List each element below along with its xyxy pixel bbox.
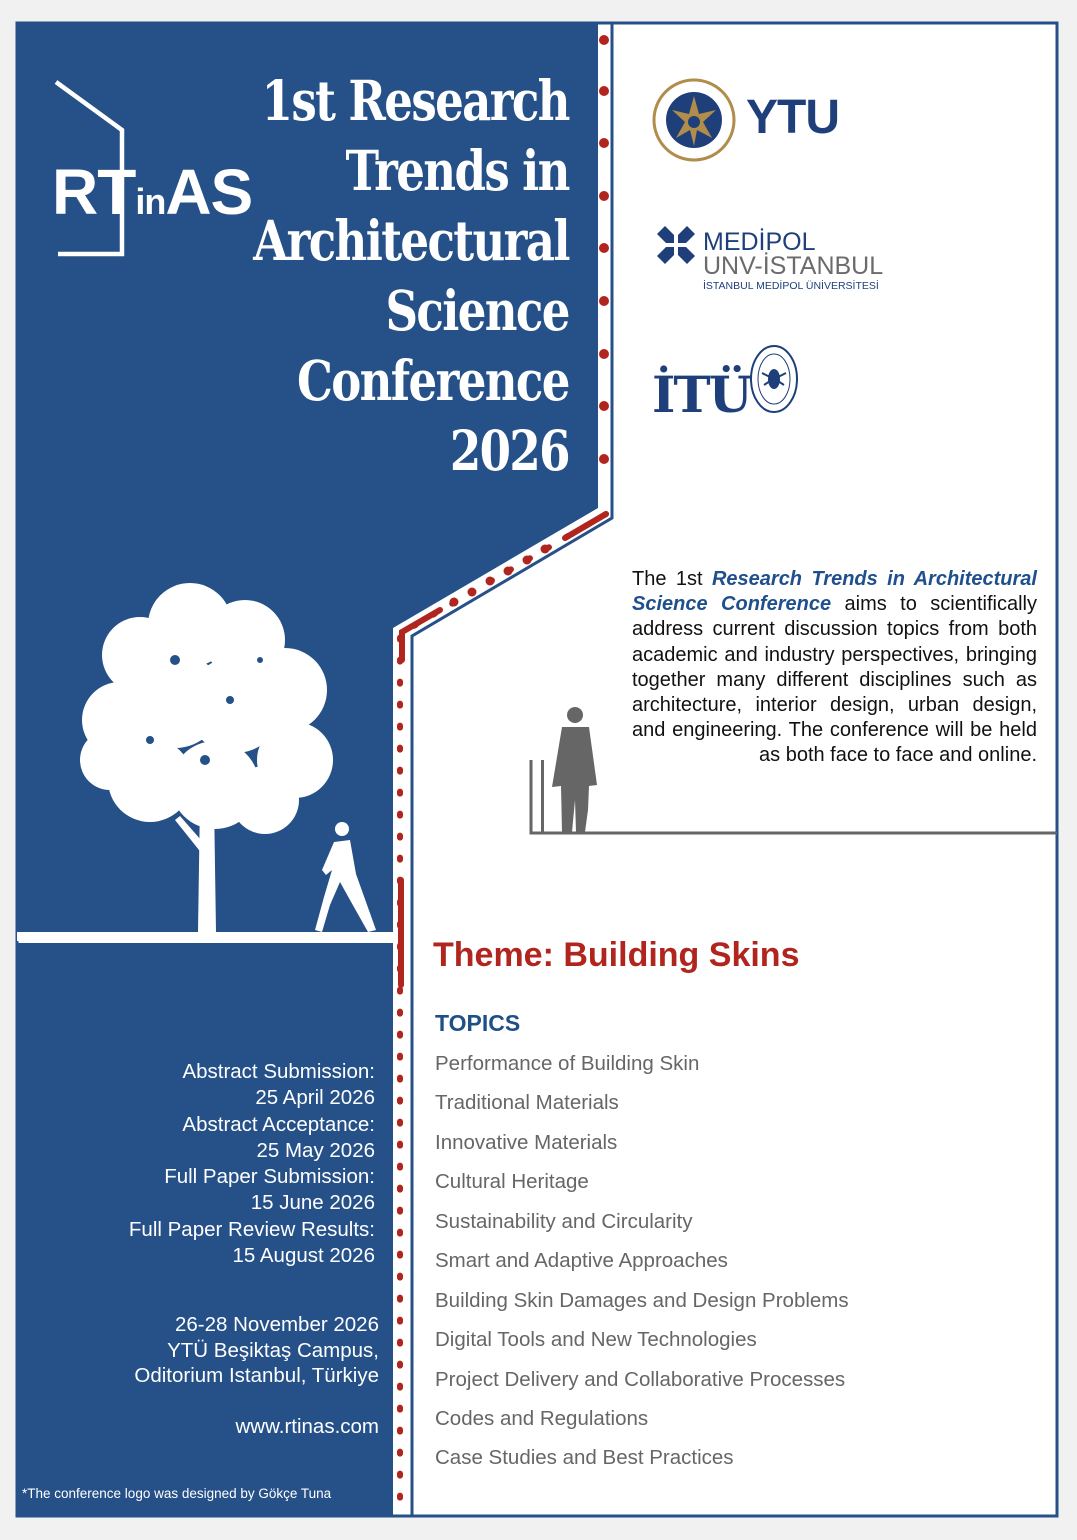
title-line: Conference: [297, 348, 569, 413]
topic-item: Innovative Materials: [435, 1131, 618, 1154]
website-link[interactable]: www.rtinas.com: [235, 1415, 379, 1438]
conference-logo: [52, 78, 253, 263]
topic-item: Case Studies and Best Practices: [435, 1446, 734, 1469]
title-line: Architectural: [253, 208, 569, 273]
topic-item: Performance of Building Skin: [435, 1052, 700, 1075]
venue-location: Oditorium Istanbul, Türkiye: [134, 1364, 379, 1387]
theme-heading: Theme: Building Skins: [433, 936, 800, 974]
date-value: 25 April 2026: [255, 1086, 375, 1110]
topic-item: Traditional Materials: [435, 1091, 619, 1114]
conference-description: [632, 567, 1037, 769]
venue-info: [134, 1312, 379, 1389]
topic-item: Codes and Regulations: [435, 1407, 649, 1430]
logo-credit-note: *The conference logo was designed by Gökçe Tuna: [22, 1486, 332, 1501]
medipol-line1: MEDİPOL: [703, 228, 816, 256]
date-label: Abstract Submission:: [182, 1060, 375, 1083]
medipol-mark-icon: [655, 224, 697, 266]
topic-item: Smart and Adaptive Approaches: [435, 1249, 728, 1272]
venue-dates: 26-28 November 2026: [175, 1313, 379, 1336]
date-label: Full Paper Review Results:: [128, 1217, 375, 1241]
topic-item: Project Delivery and Collaborative Processes: [435, 1368, 846, 1391]
topic-item: Cultural Heritage: [435, 1170, 589, 1193]
logo-in: in: [135, 181, 166, 222]
ytu-seal-icon: [652, 78, 736, 162]
date-value: 15 August 2026: [232, 1244, 375, 1268]
ytu-logo: [652, 78, 872, 162]
medipol-line2: UNV-İSTANBUL: [703, 252, 884, 280]
topic-item: Digital Tools and New Technologies: [435, 1328, 757, 1351]
description-lead: The 1st: [632, 568, 712, 590]
itu-name: İTÜ: [652, 365, 751, 424]
ytu-name: YTU: [746, 91, 839, 144]
topics-heading: TOPICS: [435, 1010, 521, 1036]
venue-campus: YTÜ Beşiktaş Campus,: [167, 1338, 379, 1362]
title-line: 1st Research: [261, 68, 569, 133]
medipol-line3: İSTANBUL MEDİPOL ÜNİVERSİTESİ: [703, 280, 879, 292]
logo-as: AS: [165, 156, 253, 228]
medipol-logo: [655, 222, 895, 294]
title-line: Trends in: [345, 138, 569, 203]
date-value: 25 May 2026: [256, 1138, 375, 1162]
conference-title: [253, 66, 569, 486]
description-highlight: Research Trends in Architectural Science Conference: [632, 568, 1037, 616]
itu-seal-icon: [748, 343, 800, 415]
logo-rt: RT: [52, 156, 136, 228]
date-value: 15 June 2026: [250, 1191, 375, 1215]
itu-logo: [652, 343, 802, 433]
topic-item: Building Skin Damages and Design Problems: [435, 1289, 849, 1312]
description-body: aims to scientifically address current discussion topics from both academic and industry perspectives, bringing together many different disciplines such as architecture, interior design, urban design, and engineering. The conference will be held as both face to face and online.: [632, 593, 1037, 767]
date-label: Abstract Acceptance:: [182, 1112, 375, 1136]
important-dates: [129, 1059, 375, 1269]
topic-item: Sustainability and Circularity: [435, 1210, 693, 1233]
date-label: Full Paper Submission:: [164, 1165, 375, 1189]
title-line: 2026: [450, 418, 569, 483]
title-line: Science: [385, 278, 569, 343]
